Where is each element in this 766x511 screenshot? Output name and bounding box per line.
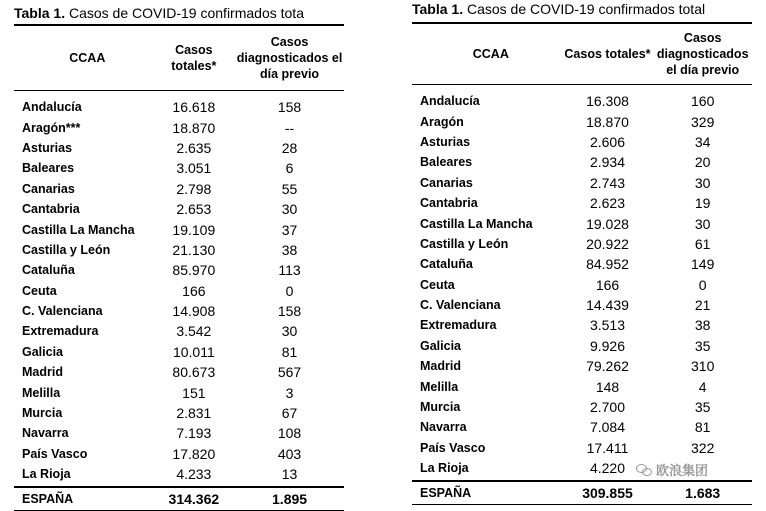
table-row: Cantabria 2.623 19 [420, 195, 711, 212]
table-row: Madrid 79.262 310 [420, 358, 715, 375]
table-row: Aragón 18.870 329 [420, 113, 715, 130]
table-row: Ceuta 166 0 [420, 276, 707, 293]
total-row: ESPAÑA 314.362 1.895 [14, 486, 344, 511]
header-casos-totales: Casos totales* [171, 43, 217, 73]
table-row: Castilla La Mancha 19.028 30 [420, 215, 711, 232]
header-dia-previo: Casos diagnosticados el día previo [236, 35, 343, 81]
table-row: Asturias 2.635 28 [22, 139, 298, 156]
table-row: Castilla y León 21.130 38 [22, 241, 298, 258]
table-title [14, 0, 344, 24]
table-row: Cataluña 85.970 113 [22, 262, 301, 279]
table-row: Baleares 2.934 20 [420, 154, 711, 171]
table-row: Galicia 10.011 81 [22, 343, 298, 360]
table-row: Baleares 3.051 6 [22, 160, 294, 177]
table-row: Andalucía 16.618 158 [22, 99, 302, 116]
table-row: Aragón*** 18.870 -- [22, 119, 295, 136]
table-row: Murcia 2.831 67 [22, 405, 298, 422]
table-header [412, 22, 752, 85]
table-row: Castilla La Mancha 19.109 37 [22, 221, 298, 238]
table-row: C. Valenciana 14.908 158 [22, 303, 302, 320]
table-row: Madrid 80.673 567 [22, 364, 302, 381]
title-bold: Tabla 1. [412, 1, 464, 17]
table-row: La Rioja 4.233 13 [22, 466, 298, 483]
table-row: Cantabria 2.653 30 [22, 201, 298, 218]
table-row: Ceuta 166 0 [22, 282, 294, 299]
title-rest: Casos de COVID-19 confirmados total [463, 1, 706, 17]
table-row: Cataluña 84.952 149 [420, 256, 715, 273]
table-title [412, 0, 752, 22]
header-casos-totales: Casos totales* [564, 47, 651, 61]
table-row: Navarra 7.084 81 [420, 419, 711, 436]
table-body [14, 91, 344, 484]
table-right [412, 0, 752, 505]
watermark-text: 欧浪集团 [656, 463, 709, 478]
title-rest: Casos de COVID-19 confirmados tota [65, 5, 304, 21]
table-row: Canarias 2.743 30 [420, 174, 711, 191]
header-ccaa: CCAA [472, 47, 509, 61]
table-row: Murcia 2.700 35 [420, 399, 711, 416]
table-row: C. Valenciana 14.439 21 [420, 297, 711, 314]
table-row: Extremadura 3.513 38 [420, 317, 711, 334]
table-row: Asturias 2.606 34 [420, 133, 711, 150]
table-row: Melilla 151 3 [22, 384, 294, 401]
table-row: Galicia 9.926 35 [420, 337, 711, 354]
total-row: ESPAÑA 309.855 1.683 [412, 480, 752, 505]
table-row: País Vasco 17.820 403 [22, 445, 302, 462]
header-ccaa: CCAA [69, 51, 106, 65]
table-row: Canarias 2.798 55 [22, 180, 298, 197]
table-row: Castilla y León 20.922 61 [420, 235, 711, 252]
table-left [14, 0, 344, 511]
watermark [636, 460, 708, 479]
table-row: Andalucía 16.308 160 [420, 93, 715, 110]
table-header [14, 24, 344, 91]
title-bold: Tabla 1. [14, 5, 66, 21]
table-row: Extremadura 3.542 30 [22, 323, 298, 340]
table-row: Melilla 148 4 [420, 378, 707, 395]
table-body [412, 85, 752, 478]
table-row: La Rioja 4.220 [420, 460, 626, 477]
table-row: Navarra 7.193 108 [22, 425, 302, 442]
table-row: País Vasco 17.411 322 [420, 439, 715, 456]
wechat-icon [636, 464, 652, 476]
header-dia-previo: Casos diagnosticados el día previo [656, 31, 749, 77]
